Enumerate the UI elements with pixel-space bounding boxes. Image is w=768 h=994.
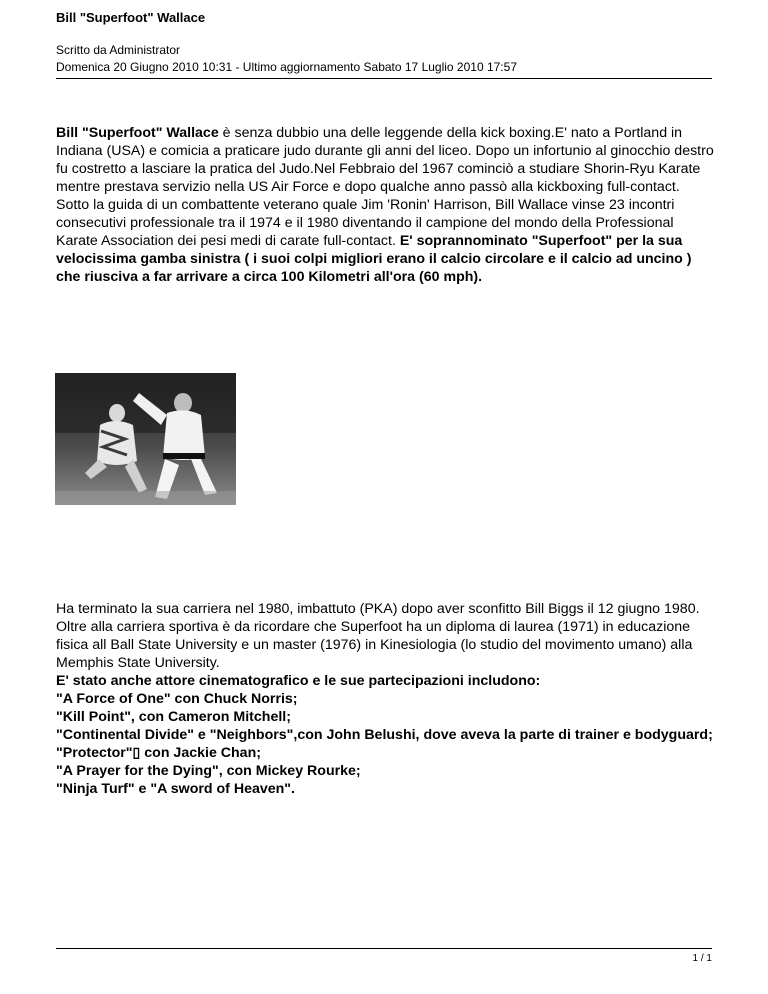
karate-photo-graphic bbox=[55, 373, 236, 505]
film-item: "A Prayer for the Dying", con Mickey Rourke; bbox=[56, 763, 361, 779]
date-line: Domenica 20 Giugno 2010 10:31 - Ultimo aggiornamento Sabato 17 Luglio 2010 17:57 bbox=[56, 60, 517, 74]
karate-photo bbox=[55, 373, 236, 505]
nickname-text: E' soprannominato "Superfoot" per la sua velocissima gamba sinistra ( i suoi colpi migliori erano il calcio circolare e il calcio ad uncino ) che riusciva a far arrivare a circa 100 Kilometri all'ora (60 mph). bbox=[56, 233, 692, 285]
career-paragraph bbox=[56, 600, 716, 798]
films-intro: E' stato anche attore cinematografico e le sue partecipazioni includono: bbox=[56, 673, 541, 689]
author-line: Scritto da Administrator bbox=[56, 43, 181, 57]
film-item: "Ninja Turf" e "A sword of Heaven". bbox=[56, 781, 295, 797]
retirement-text: Ha terminato la sua carriera nel 1980, imbattuto (PKA) dopo aver sconfitto Bill Biggs il 12 giugno 1980. bbox=[56, 601, 700, 617]
film-item: "A Force of One" con Chuck Norris; bbox=[56, 691, 298, 707]
film-item: "Kill Point", con Cameron Mitchell; bbox=[56, 709, 291, 725]
film-item: "Protector"▯ con Jackie Chan; bbox=[56, 745, 261, 761]
header-divider bbox=[56, 78, 712, 79]
education-text: Oltre alla carriera sportiva è da ricordare che Superfoot ha un diploma di laurea (1971) in educazione fisica all Ball State University e un master (1976) in Kinesiologia (lo studio del movimento umano) alla Memphis State University. bbox=[56, 619, 693, 671]
page-title: Bill "Superfoot" Wallace bbox=[56, 10, 206, 25]
page-number: 1 / 1 bbox=[692, 953, 712, 964]
subject-name: Bill "Superfoot" Wallace bbox=[56, 125, 219, 141]
film-item: "Continental Divide" e "Neighbors",con John Belushi, dove aveva la parte di trainer e bodyguard; bbox=[56, 727, 713, 743]
intro-text: è senza dubbio una delle leggende della kick boxing.E' nato a Portland in Indiana (USA) e comicia a praticare judo durante gli anni del liceo. Dopo un infortunio al ginocchio destro fu costretto a lasciare la pratica del Judo.Nel Febbraio del 1967 cominciò a studiare Shorin-Ryu Karate mentre prestava servizio nella US Air Force e dopo qualche anno passò alla kickboxing full-contact. bbox=[56, 125, 714, 195]
career-text: Sotto la guida di un combattente veterano quale Jim 'Ronin' Harrison, Bill Wallace vinse 23 incontri consecutivi professionale tra il 1974 e il 1980 diventando il campione del mondo della Professional Karate Association dei pesi medi di carate full-contact. bbox=[56, 197, 675, 249]
footer-divider bbox=[56, 948, 712, 949]
intro-paragraph bbox=[56, 124, 716, 286]
